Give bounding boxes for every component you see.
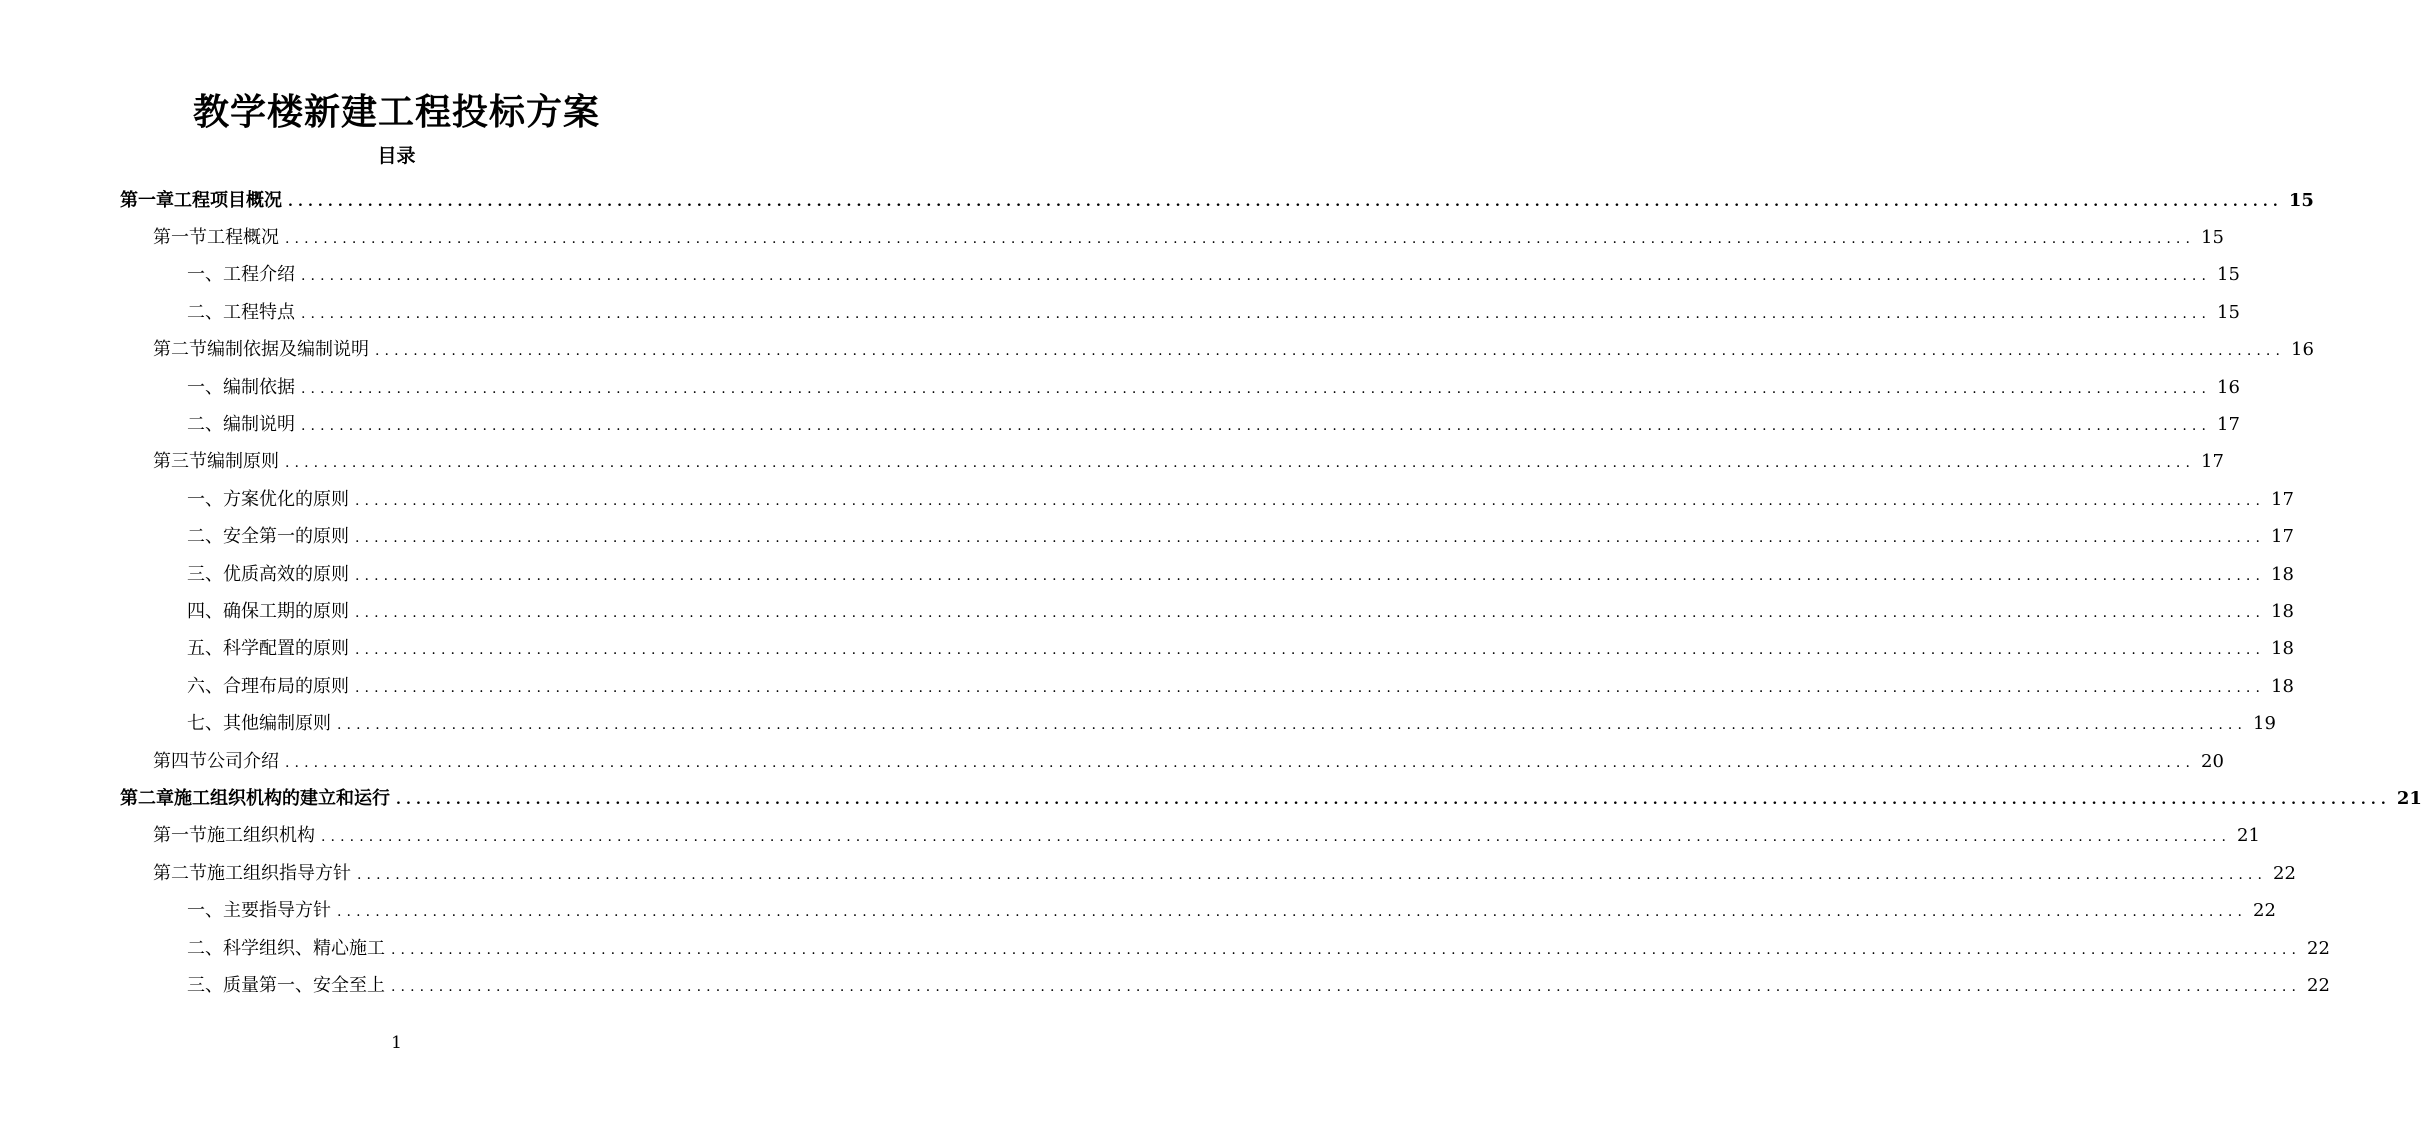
toc-entry-title: 施工组织机构	[207, 825, 315, 847]
toc-entry-page: 15	[2288, 189, 2314, 211]
toc-dot-leader: ........................................................................................................................................................................................................	[321, 829, 2232, 846]
toc-entry-number: 第二章	[120, 787, 174, 809]
toc-entry-page: 18	[2271, 563, 2294, 585]
toc-entry-number: 一、	[187, 488, 223, 510]
toc-entry-page: 22	[2273, 862, 2296, 884]
toc-entry-number: 四、	[187, 600, 223, 622]
toc-entry-page: 17	[2201, 451, 2224, 473]
toc-dot-leader: ........................................................................................................................................................................................................	[301, 305, 2212, 322]
toc-dot-leader: ........................................................................................................................................................................................................	[391, 978, 2302, 995]
toc-entry-page: 21	[2237, 825, 2260, 847]
toc-entry-number: 第四节	[153, 750, 207, 772]
toc-dot-leader: ........................................................................................................................................................................................................	[375, 343, 2286, 360]
toc-dot-leader: ........................................................................................................................................................................................................	[285, 754, 2196, 771]
toc-entry-title: 工程概况	[207, 227, 279, 249]
toc-entry-number: 二、	[187, 301, 223, 323]
toc-entry[interactable]	[0, 554, 2294, 591]
toc-entry-title: 科学配置的原则	[223, 638, 349, 660]
toc-entry-page: 22	[2253, 900, 2276, 922]
toc-entry-page: 21	[2396, 787, 2422, 809]
toc-dot-leader: ........................................................................................................................................................................................................	[357, 866, 2268, 883]
toc-entry-number: 一、	[187, 264, 223, 286]
toc-entry[interactable]	[0, 928, 2330, 965]
toc-entry[interactable]	[0, 666, 2294, 703]
toc-entry[interactable]	[0, 255, 2240, 292]
toc-dot-leader: ........................................................................................................................................................................................................	[285, 231, 2196, 248]
toc-entry-page: 17	[2271, 526, 2294, 548]
toc-entry-page: 17	[2217, 414, 2240, 436]
toc-entry-number: 三、	[187, 563, 223, 585]
toc-entry-page: 22	[2307, 974, 2330, 996]
toc-entry-title: 编制依据	[223, 376, 295, 398]
toc-entry[interactable]	[0, 965, 2330, 1002]
toc-entry-title: 工程特点	[223, 301, 295, 323]
toc-dot-leader: ........................................................................................................................................................................................................	[337, 717, 2248, 734]
page-number: 1	[391, 1033, 402, 1053]
toc-entry-number: 第一章	[120, 189, 174, 211]
toc-entry-title: 科学组织、精心施工	[223, 937, 385, 959]
toc-entry-page: 15	[2217, 301, 2240, 323]
toc-entry-number: 一、	[187, 376, 223, 398]
toc-dot-leader: ........................................................................................................................................................................................................	[391, 941, 2302, 958]
toc-entry[interactable]	[0, 292, 2240, 329]
toc-entry-number: 第三节	[153, 451, 207, 473]
toc-entry-title: 公司介绍	[207, 750, 279, 772]
toc-entry[interactable]	[0, 217, 2224, 254]
toc-entry-title: 方案优化的原则	[223, 488, 349, 510]
document-title: 教学楼新建工程投标方案	[192, 91, 600, 133]
toc-entry-page: 15	[2201, 227, 2224, 249]
toc-entry[interactable]	[0, 330, 2314, 367]
toc-entry-title: 确保工期的原则	[223, 600, 349, 622]
toc-entry-page: 16	[2291, 339, 2314, 361]
toc-entry-page: 19	[2253, 713, 2276, 735]
toc-dot-leader: ........................................................................................................................................................................................................	[396, 791, 2391, 808]
toc-entry-title: 其他编制原则	[223, 713, 331, 735]
toc-entry[interactable]	[0, 890, 2276, 927]
toc-entry-number: 七、	[187, 713, 223, 735]
toc-entry-number: 第二节	[153, 862, 207, 884]
toc-entry-title: 合理布局的原则	[223, 675, 349, 697]
toc-entry-title: 编制说明	[223, 414, 295, 436]
toc-entry[interactable]	[0, 778, 2422, 815]
toc-dot-leader: ........................................................................................................................................................................................................	[355, 604, 2266, 621]
toc-entry-number: 第二节	[153, 339, 207, 361]
toc-entry-title: 工程项目概况	[174, 189, 282, 211]
toc-entry-title: 施工组织机构的建立和运行	[174, 787, 390, 809]
toc-entry-title: 主要指导方针	[223, 900, 331, 922]
toc-entry[interactable]	[0, 816, 2260, 853]
toc-dot-leader: ........................................................................................................................................................................................................	[301, 380, 2212, 397]
toc-dot-leader: ........................................................................................................................................................................................................	[355, 530, 2266, 547]
toc-entry-page: 18	[2271, 675, 2294, 697]
toc-entry[interactable]	[0, 853, 2296, 890]
toc-entry-title: 编制原则	[207, 451, 279, 473]
toc-entry[interactable]	[0, 591, 2294, 628]
toc-entry-number: 一、	[187, 900, 223, 922]
toc-entry-title: 编制依据及编制说明	[207, 339, 369, 361]
toc-entry[interactable]	[0, 442, 2224, 479]
toc-entry-page: 18	[2271, 638, 2294, 660]
toc-dot-leader: ........................................................................................................................................................................................................	[288, 193, 2283, 210]
toc-entry-number: 五、	[187, 638, 223, 660]
toc-entry-number: 六、	[187, 675, 223, 697]
toc-entry[interactable]	[0, 517, 2294, 554]
toc-entry[interactable]	[0, 741, 2224, 778]
toc-entry-page: 17	[2271, 488, 2294, 510]
toc-entry-title: 施工组织指导方针	[207, 862, 351, 884]
toc-dot-leader: ........................................................................................................................................................................................................	[301, 268, 2212, 285]
table-of-contents	[0, 180, 2422, 1003]
toc-entry-page: 20	[2201, 750, 2224, 772]
toc-entry-title: 工程介绍	[223, 264, 295, 286]
toc-entry-number: 二、	[187, 937, 223, 959]
toc-entry-page: 16	[2217, 376, 2240, 398]
toc-heading: 目录	[377, 145, 416, 167]
toc-entry-number: 二、	[187, 526, 223, 548]
toc-entry[interactable]	[0, 479, 2294, 516]
toc-entry[interactable]	[0, 180, 2314, 217]
toc-dot-leader: ........................................................................................................................................................................................................	[355, 567, 2266, 584]
toc-entry-page: 22	[2307, 937, 2330, 959]
toc-dot-leader: ........................................................................................................................................................................................................	[285, 455, 2196, 472]
toc-entry-number: 三、	[187, 974, 223, 996]
toc-entry[interactable]	[0, 367, 2240, 404]
toc-dot-leader: ........................................................................................................................................................................................................	[355, 492, 2266, 509]
toc-entry[interactable]	[0, 629, 2294, 666]
toc-entry-number: 第一节	[153, 825, 207, 847]
toc-entry-title: 质量第一、安全至上	[223, 974, 385, 996]
toc-entry-number: 二、	[187, 414, 223, 436]
toc-entry-page: 15	[2217, 264, 2240, 286]
toc-dot-leader: ........................................................................................................................................................................................................	[301, 418, 2212, 435]
toc-entry-page: 18	[2271, 600, 2294, 622]
toc-dot-leader: ........................................................................................................................................................................................................	[337, 904, 2248, 921]
toc-entry[interactable]	[0, 404, 2240, 441]
toc-entry-number: 第一节	[153, 227, 207, 249]
toc-dot-leader: ........................................................................................................................................................................................................	[355, 679, 2266, 696]
toc-entry[interactable]	[0, 703, 2276, 740]
toc-entry-title: 优质高效的原则	[223, 563, 349, 585]
toc-entry-title: 安全第一的原则	[223, 526, 349, 548]
toc-dot-leader: ........................................................................................................................................................................................................	[355, 642, 2266, 659]
